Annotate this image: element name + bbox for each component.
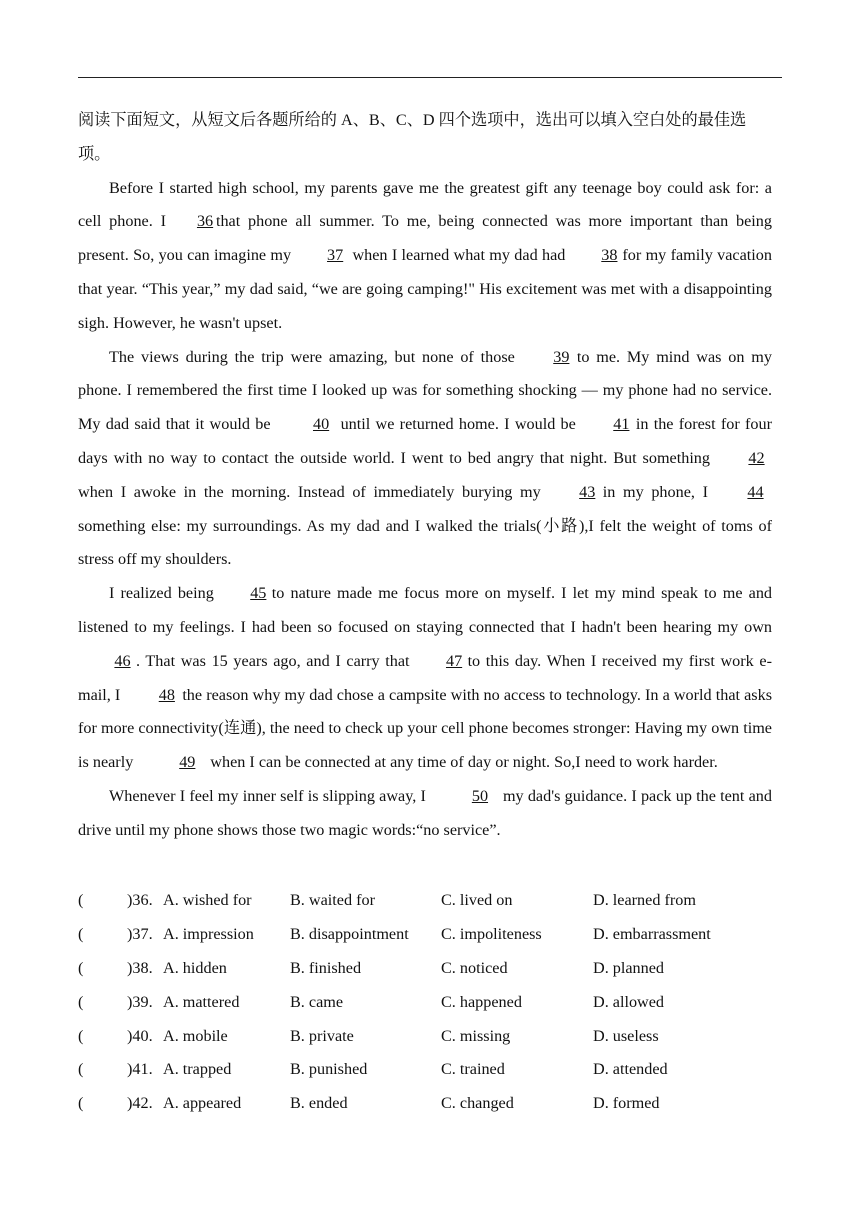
paragraph-2 — [78, 341, 772, 578]
option-d[interactable]: D. learned from — [593, 891, 696, 909]
blank-50[interactable]: 50 — [471, 786, 489, 805]
answer-paren[interactable]: ( — [78, 1026, 84, 1045]
answer-paren[interactable]: ( — [78, 1094, 84, 1113]
passage-text: when I learned what my dad had — [348, 246, 566, 265]
instruction-text: 阅读下面短文，从短文后各题所给的 A、B、C、D 四个选项中，选出可以填入空白处的最佳选项。 — [78, 111, 747, 163]
question-row-42 — [78, 1087, 772, 1121]
blank-45[interactable]: 45 — [250, 584, 267, 603]
passage-text: Before I started high school, my parents gave me the greatest gift any teenage boy could ask for: a cell phone. I — [78, 178, 772, 231]
question-row-36 — [78, 884, 772, 918]
option-b[interactable]: B. private — [290, 1026, 354, 1045]
blank-41[interactable]: 41 — [613, 415, 630, 434]
question-row-38 — [78, 952, 772, 986]
blank-36[interactable]: 36 — [196, 212, 214, 231]
question-number: )39. — [127, 992, 153, 1011]
option-a[interactable]: A. mobile — [163, 1026, 228, 1045]
option-c[interactable]: C. changed — [441, 1094, 514, 1113]
passage-text: the reason why my dad chose a campsite with no access to technology. In a world that asks for more connectivity(连通), the need to check up your cell phone becomes stronger: Having my own time is nearly — [78, 685, 772, 772]
option-c[interactable]: C. noticed — [441, 958, 508, 977]
passage-text: when I awoke in the morning. Instead of immediately burying my — [78, 482, 541, 501]
passage-text: something else: my surroundings. As my dad and I walked the trials(小路),I felt the weight of toms of stress off my shoulders. — [78, 516, 772, 569]
passage-body — [78, 104, 772, 848]
option-a[interactable]: A. appeared — [163, 1094, 242, 1113]
blank-39[interactable]: 39 — [553, 347, 570, 366]
option-a[interactable]: A. wished for — [163, 891, 252, 909]
blank-40[interactable]: 40 — [312, 415, 330, 434]
question-number: )40. — [127, 1026, 153, 1045]
blank-46[interactable]: 46 — [114, 651, 131, 670]
passage-text: until we returned home. I would be — [340, 415, 576, 434]
option-d[interactable]: D. embarrassment — [593, 924, 711, 943]
blank-49[interactable]: 49 — [179, 753, 196, 772]
passage-text: to me. My mind was on my phone. I remembered the first time I looked up was for something shocking — my phone had no service. My dad said that it would be — [78, 347, 772, 434]
passage-text: to nature made me focus more on myself. I let my mind speak to me and listened to my feelings. I had been so focused on staying connected that I hadn't been hearing my own — [78, 584, 773, 636]
option-a[interactable]: A. impression — [163, 924, 254, 943]
header-rule — [78, 77, 782, 78]
paragraph-1 — [78, 172, 772, 341]
paragraph-3 — [78, 577, 772, 780]
option-a[interactable]: A. mattered — [163, 992, 240, 1011]
passage-text: my dad's guidance. I pack up the tent and drive until my phone shows those two magic words:“no service”. — [78, 786, 772, 839]
question-number: )42. — [127, 1094, 153, 1113]
option-d[interactable]: D. allowed — [593, 992, 665, 1011]
answer-paren[interactable]: ( — [78, 992, 84, 1011]
option-d[interactable]: D. planned — [593, 958, 665, 977]
blank-42[interactable]: 42 — [748, 448, 765, 467]
blank-44[interactable]: 44 — [747, 482, 764, 501]
answer-paren[interactable]: ( — [78, 924, 84, 943]
blank-37[interactable]: 37 — [327, 246, 344, 265]
passage-text: in my phone, I — [602, 482, 708, 501]
option-c[interactable]: C. impoliteness — [441, 924, 542, 943]
option-a[interactable]: A. trapped — [163, 1060, 232, 1079]
answer-paren[interactable]: ( — [78, 958, 84, 977]
question-number: )37. — [127, 924, 153, 943]
passage-text: to this day. When I received my first work e-mail, I — [78, 651, 772, 704]
option-b[interactable]: B. disappointment — [290, 924, 409, 943]
option-d[interactable]: D. useless — [593, 1026, 659, 1045]
passage-text: . That was 15 years ago, and I carry that — [136, 651, 410, 670]
question-options — [78, 884, 772, 1121]
paragraph-4 — [78, 780, 772, 848]
question-row-39 — [78, 986, 772, 1020]
question-row-37 — [78, 918, 772, 952]
passage-text: in the forest for four days with no way to contact the outside world. I went to bed angry that night. But something — [78, 415, 772, 467]
blank-38[interactable]: 38 — [601, 246, 618, 265]
option-b[interactable]: B. finished — [290, 958, 362, 977]
blank-43[interactable]: 43 — [579, 482, 596, 501]
passage-text: for my family vacation that year. “This year,” my dad said, “we are going camping!" His excitement was met with a disappointing sigh. However, he wasn't upset. — [78, 246, 772, 332]
option-d[interactable]: D. attended — [593, 1060, 668, 1079]
blank-47[interactable]: 47 — [445, 651, 463, 670]
passage-text: I realized being — [109, 584, 214, 603]
question-number: )38. — [127, 958, 153, 977]
option-c[interactable]: C. happened — [441, 992, 522, 1011]
passage-text: Whenever I feel my inner self is slipping away, I — [109, 786, 426, 805]
blank-48[interactable]: 48 — [158, 685, 175, 704]
option-b[interactable]: B. waited for — [290, 891, 375, 909]
option-a[interactable]: A. hidden — [163, 958, 227, 977]
option-c[interactable]: C. missing — [441, 1026, 511, 1045]
answer-paren[interactable]: ( — [78, 891, 84, 909]
option-b[interactable]: B. came — [290, 992, 344, 1011]
option-d[interactable]: D. formed — [593, 1094, 660, 1113]
question-number: )36. — [127, 891, 153, 909]
question-number: )41. — [127, 1060, 153, 1079]
passage-text: The views during the trip were amazing, but none of those — [109, 347, 515, 366]
question-row-40 — [78, 1020, 772, 1054]
option-b[interactable]: B. ended — [290, 1094, 348, 1113]
option-c[interactable]: C. lived on — [441, 891, 513, 909]
passage-text: that phone all summer. To me, being connected was more important than being present. So, you can imagine my — [78, 212, 772, 265]
option-b[interactable]: B. punished — [290, 1060, 368, 1079]
answer-paren[interactable]: ( — [78, 1060, 84, 1079]
passage-text: when I can be connected at any time of day or night. So,I need to work harder. — [210, 753, 718, 772]
question-row-41 — [78, 1053, 772, 1087]
option-c[interactable]: C. trained — [441, 1060, 505, 1079]
